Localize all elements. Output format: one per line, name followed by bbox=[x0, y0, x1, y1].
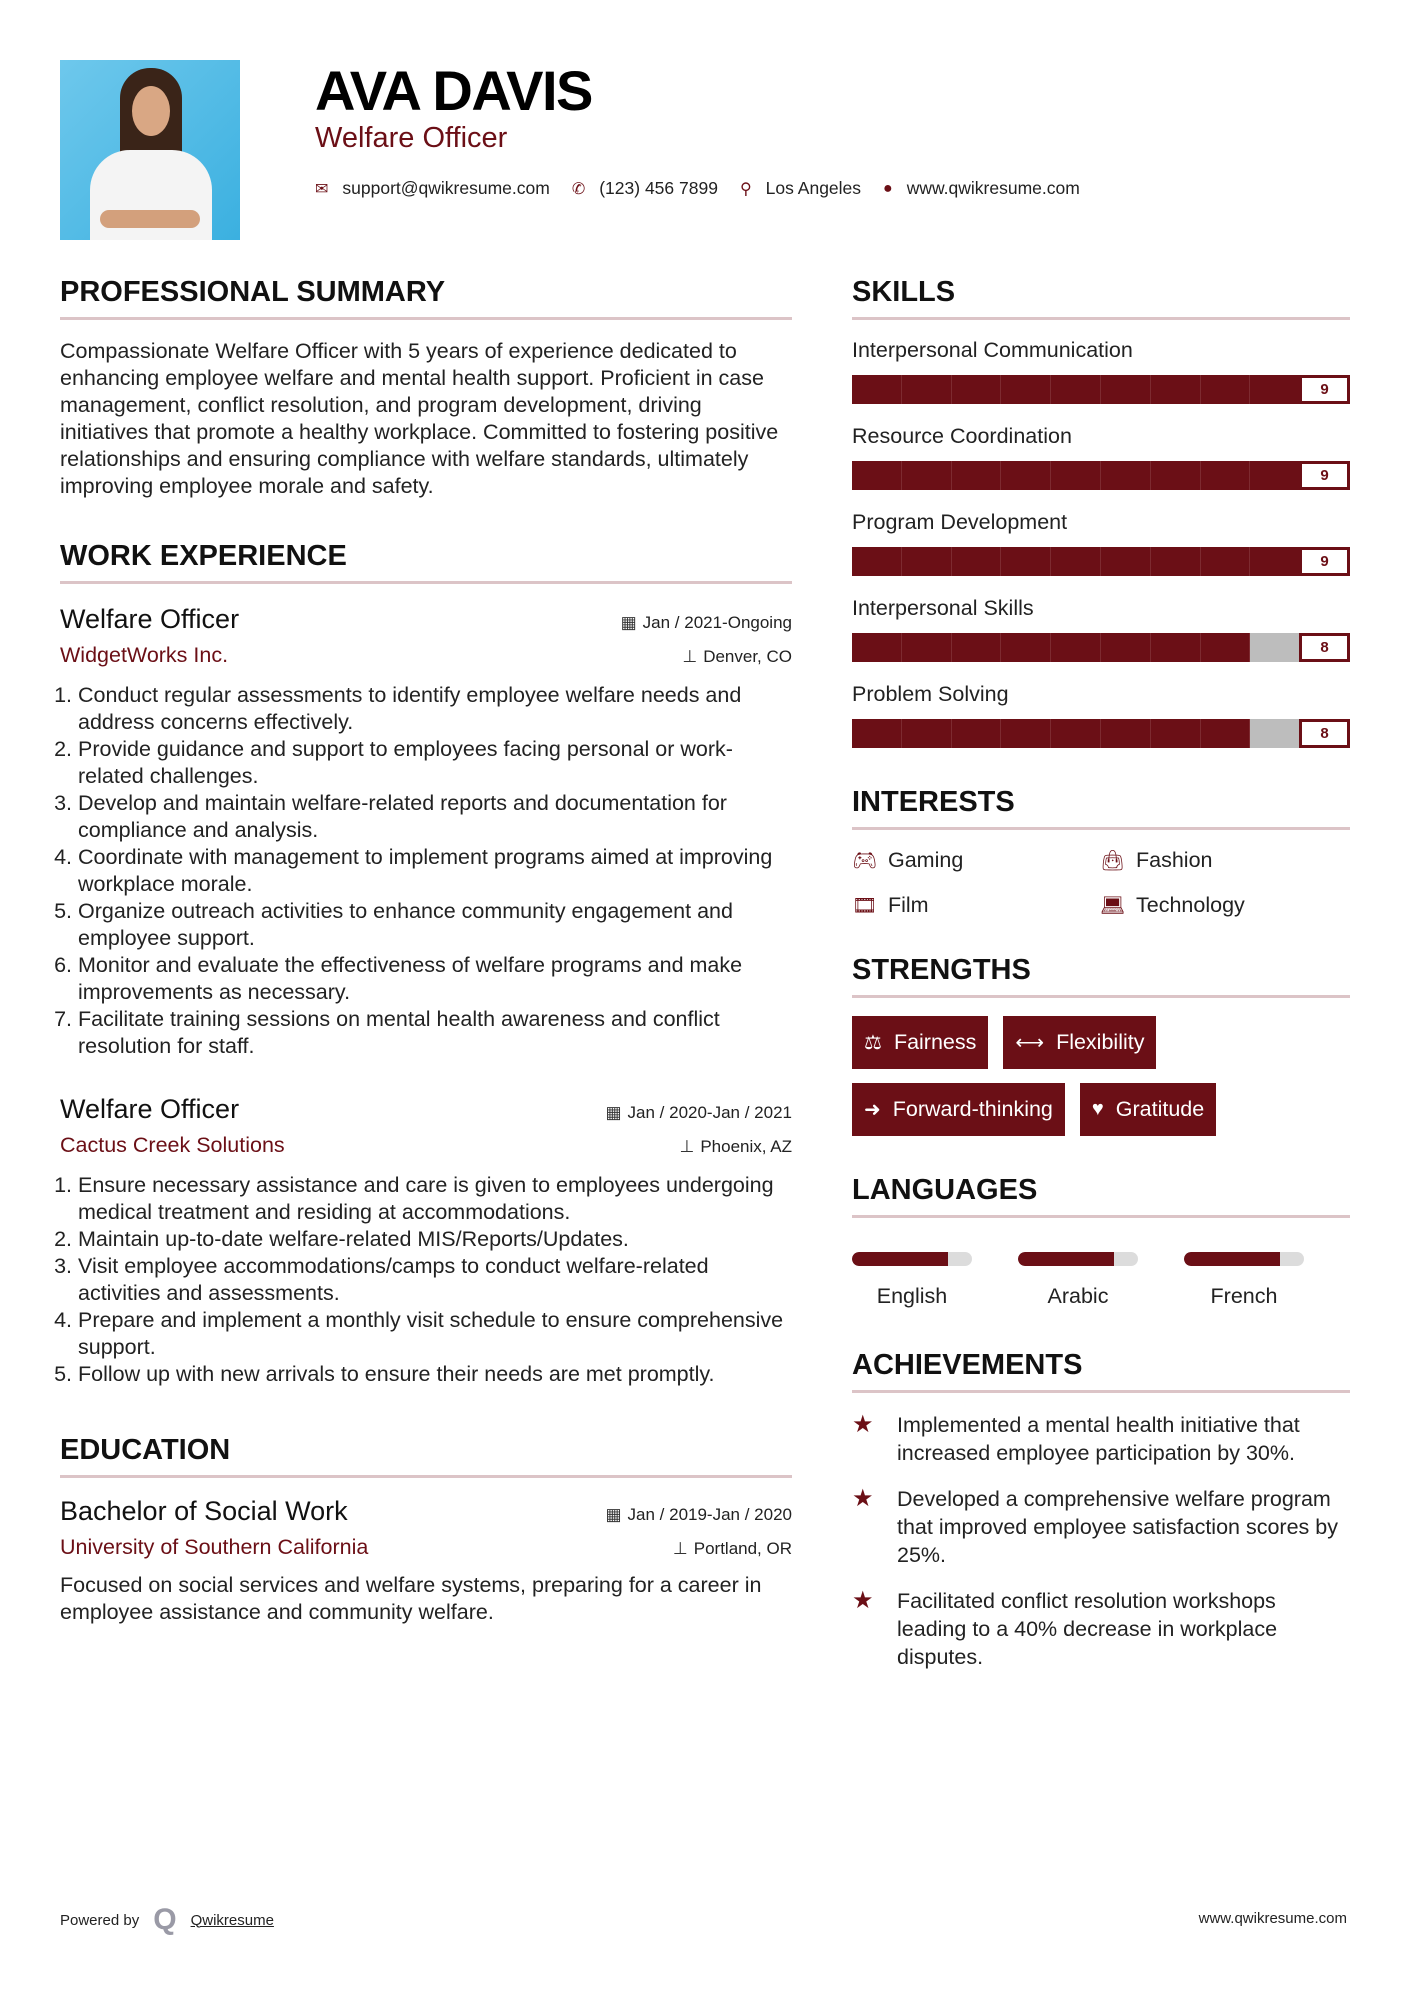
shopping-bag-icon: 👜︎ bbox=[1100, 850, 1126, 872]
achievement-item bbox=[852, 1587, 1350, 1671]
section-heading: LANGUAGES bbox=[852, 1174, 1350, 1218]
skill-segment bbox=[1051, 547, 1101, 576]
job-date: Jan / 2021-Ongoing bbox=[642, 613, 792, 632]
pin-icon: ⊥ bbox=[679, 1137, 695, 1156]
skill-segment bbox=[1151, 633, 1201, 662]
summary-section bbox=[60, 276, 792, 500]
job-location: Denver, CO bbox=[703, 647, 792, 666]
skill-name: Interpersonal Communication bbox=[852, 338, 1133, 362]
balance-scale-icon: ⚖ bbox=[864, 1032, 882, 1054]
degree: Bachelor of Social Work bbox=[60, 1496, 348, 1526]
interest-item bbox=[852, 848, 1100, 873]
skill-bar bbox=[852, 461, 1350, 490]
skill-segment bbox=[902, 633, 952, 662]
envelope-icon: ✉ bbox=[315, 180, 329, 198]
skill-segment bbox=[1250, 375, 1300, 404]
profile-photo bbox=[60, 60, 240, 240]
candidate-name: AVA DAVIS bbox=[315, 59, 592, 122]
language-name: French bbox=[1210, 1284, 1278, 1308]
powered-by: Powered by bbox=[60, 1911, 140, 1929]
language-bar bbox=[1184, 1252, 1304, 1266]
film-icon: 🎞︎ bbox=[852, 895, 878, 917]
language-name: English bbox=[876, 1284, 948, 1308]
skill-segment bbox=[1101, 375, 1151, 404]
language-bar-fill bbox=[1184, 1252, 1280, 1266]
skill-segment bbox=[1051, 461, 1101, 490]
skill-segment bbox=[1250, 547, 1300, 576]
right-column bbox=[852, 276, 1350, 1689]
skill-segment bbox=[1051, 633, 1101, 662]
language-bar-fill bbox=[1018, 1252, 1114, 1266]
skill-segment bbox=[1001, 461, 1051, 490]
brand-link[interactable]: Qwikresume bbox=[190, 1911, 274, 1929]
section-heading: SKILLS bbox=[852, 276, 1350, 320]
education-text: Focused on social services and welfare systems, preparing for a career in employee assistance and community welfare. bbox=[60, 1573, 762, 1624]
footer-left bbox=[60, 1903, 274, 1937]
job-bullet: 3. Develop and maintain welfare-related reports and documentation for compliance and analysis. bbox=[78, 790, 792, 844]
section-heading: STRENGTHS bbox=[852, 954, 1350, 998]
job-bullet: 5. Organize outreach activities to enhance community engagement and employee support. bbox=[78, 898, 792, 952]
skill-name: Program Development bbox=[852, 510, 1068, 534]
language-item bbox=[1184, 1252, 1350, 1309]
skill-segment bbox=[902, 547, 952, 576]
achievement-item bbox=[852, 1485, 1350, 1569]
skill-name: Resource Coordination bbox=[852, 424, 1072, 448]
skill-name: Problem Solving bbox=[852, 682, 1009, 706]
skill-segment bbox=[1201, 547, 1251, 576]
skill-segment bbox=[1101, 633, 1151, 662]
skill-segment bbox=[902, 719, 952, 748]
qwikresume-logo-icon: Q bbox=[153, 1903, 177, 1936]
job-bullet: 1. Ensure necessary assistance and care is given to employees undergoing medical treatment and residing at accommodations. bbox=[78, 1172, 792, 1226]
interest-label: Fashion bbox=[1136, 848, 1213, 872]
achievements-section bbox=[852, 1349, 1350, 1671]
skill-segment bbox=[1001, 633, 1051, 662]
education-date: Jan / 2019-Jan / 2020 bbox=[627, 1505, 792, 1524]
skill-segment bbox=[1250, 719, 1300, 748]
skill-value: 9 bbox=[1299, 375, 1350, 404]
skill-segment bbox=[1101, 719, 1151, 748]
job-date: Jan / 2020-Jan / 2021 bbox=[627, 1103, 792, 1122]
skill-segment bbox=[1151, 461, 1201, 490]
heart-icon: ♥ bbox=[1091, 1098, 1104, 1120]
summary-text: Compassionate Welfare Officer with 5 years of experience dedicated to enhancing employee welfare and mental health support. Proficient in case management, conflict resolution, and program development, driving initiatives that promote a healthy workplace. Committed to fostering positive relationships and ensuring compliance with welfare standards, ultimately improving employee morale and safety. bbox=[60, 339, 779, 498]
skill-segment bbox=[1201, 719, 1251, 748]
skill-segment bbox=[1001, 375, 1051, 404]
pin-icon: ⊥ bbox=[672, 1539, 688, 1558]
website[interactable]: www.qwikresume.com bbox=[906, 178, 1080, 198]
phone: (123) 456 7899 bbox=[599, 178, 718, 198]
skill-segment bbox=[902, 375, 952, 404]
skill-segment bbox=[1151, 375, 1201, 404]
job-bullet: 3. Visit employee accommodations/camps to conduct welfare-related activities and assessments. bbox=[78, 1253, 792, 1307]
education-location: Portland, OR bbox=[693, 1539, 792, 1558]
strength-badge bbox=[1003, 1016, 1156, 1069]
interest-item bbox=[1100, 848, 1350, 873]
job-bullet: 1. Conduct regular assessments to identify employee welfare needs and address concerns effectively. bbox=[78, 682, 792, 736]
calendar-icon: ▦ bbox=[605, 1103, 622, 1122]
job-bullet: 5. Follow up with new arrivals to ensure their needs are met promptly. bbox=[78, 1361, 792, 1388]
skill-segment bbox=[1051, 719, 1101, 748]
skill-value: 8 bbox=[1299, 633, 1350, 662]
education-entry bbox=[60, 1496, 792, 1626]
skill-segment bbox=[1101, 461, 1151, 490]
language-bar bbox=[1018, 1252, 1138, 1266]
gamepad-icon: 🎮︎ bbox=[852, 850, 878, 872]
job-bullet: 2. Maintain up-to-date welfare-related MIS/Reports/Updates. bbox=[78, 1226, 792, 1253]
skill-name: Interpersonal Skills bbox=[852, 596, 1034, 620]
achievement-text: Implemented a mental health initiative that increased employee participation by 30%. bbox=[897, 1413, 1300, 1465]
strength-label: Forward-thinking bbox=[892, 1097, 1053, 1121]
skill-segment bbox=[852, 547, 902, 576]
achievement-text: Developed a comprehensive welfare program that improved employee satisfaction scores by 25%. bbox=[897, 1487, 1338, 1567]
language-bar bbox=[852, 1252, 972, 1266]
location: Los Angeles bbox=[765, 178, 862, 198]
skill-segment bbox=[1201, 461, 1251, 490]
skill-value: 9 bbox=[1299, 547, 1350, 576]
contact-bar bbox=[315, 178, 1102, 199]
laptop-icon: 💻︎ bbox=[1100, 895, 1126, 917]
interest-item bbox=[852, 893, 1100, 918]
school: University of Southern California bbox=[60, 1535, 369, 1559]
skill-segment bbox=[952, 461, 1002, 490]
star-icon: ★ bbox=[852, 1411, 874, 1438]
achievement-text: Facilitated conflict resolution workshops leading to a 40% decrease in workplace disputes. bbox=[897, 1589, 1278, 1669]
strength-label: Fairness bbox=[893, 1030, 977, 1054]
language-name: Arabic bbox=[1047, 1284, 1109, 1308]
skill-value: 8 bbox=[1299, 719, 1350, 748]
pin-icon: ⊥ bbox=[682, 647, 698, 666]
skill-bar bbox=[852, 547, 1350, 576]
job-entry bbox=[60, 1094, 792, 1388]
job-bullet: 6. Monitor and evaluate the effectiveness of welfare programs and make improvements as necessary. bbox=[78, 952, 792, 1006]
company: WidgetWorks Inc. bbox=[60, 643, 229, 667]
strength-label: Gratitude bbox=[1115, 1097, 1205, 1121]
skill-segment bbox=[1001, 547, 1051, 576]
skill-segment bbox=[1250, 633, 1300, 662]
language-bar-fill bbox=[852, 1252, 948, 1266]
section-heading: EDUCATION bbox=[60, 1434, 792, 1478]
globe-icon: ● bbox=[883, 179, 893, 197]
phone-icon: ✆ bbox=[571, 180, 586, 198]
experience-section bbox=[60, 540, 792, 1388]
skill-item bbox=[852, 510, 1350, 576]
skill-segment bbox=[1001, 719, 1051, 748]
star-icon: ★ bbox=[852, 1485, 874, 1512]
section-heading: WORK EXPERIENCE bbox=[60, 540, 792, 584]
company: Cactus Creek Solutions bbox=[60, 1133, 285, 1157]
skill-segment bbox=[952, 547, 1002, 576]
job-bullet: 4. Coordinate with management to implement programs aimed at improving workplace morale. bbox=[78, 844, 792, 898]
job-bullet: 4. Prepare and implement a monthly visit schedule to ensure comprehensive support. bbox=[78, 1307, 792, 1361]
achievement-item bbox=[852, 1411, 1350, 1467]
skill-item bbox=[852, 338, 1350, 404]
interest-item bbox=[1100, 893, 1350, 918]
languages-section bbox=[852, 1174, 1350, 1309]
job-entry bbox=[60, 604, 792, 1060]
skill-segment bbox=[952, 375, 1002, 404]
skill-segment bbox=[1051, 375, 1101, 404]
skill-segment bbox=[952, 719, 1002, 748]
strength-badge bbox=[852, 1016, 988, 1069]
skill-segment bbox=[852, 461, 902, 490]
email[interactable]: support@qwikresume.com bbox=[342, 178, 550, 198]
skill-segment bbox=[1250, 461, 1300, 490]
skill-value: 9 bbox=[1299, 461, 1350, 490]
interest-label: Gaming bbox=[888, 848, 964, 872]
skill-segment bbox=[852, 633, 902, 662]
job-bullet: 7. Facilitate training sessions on mental health awareness and conflict resolution for staff. bbox=[78, 1006, 792, 1060]
skills-section bbox=[852, 276, 1350, 748]
skill-bar bbox=[852, 375, 1350, 404]
interest-label: Film bbox=[888, 893, 929, 917]
job-title: Welfare Officer bbox=[60, 604, 240, 634]
skill-segment bbox=[852, 375, 902, 404]
language-item bbox=[852, 1252, 1018, 1309]
job-bullet: 2. Provide guidance and support to employees facing personal or work-related challenges. bbox=[78, 736, 792, 790]
calendar-icon: ▦ bbox=[605, 1505, 622, 1524]
skill-segment bbox=[952, 633, 1002, 662]
job-title: Welfare Officer bbox=[60, 1094, 240, 1124]
skill-item bbox=[852, 596, 1350, 662]
section-heading: PROFESSIONAL SUMMARY bbox=[60, 276, 792, 320]
interest-label: Technology bbox=[1136, 893, 1245, 917]
interests-section bbox=[852, 786, 1350, 918]
section-heading: INTERESTS bbox=[852, 786, 1350, 830]
skill-segment bbox=[1201, 633, 1251, 662]
skill-item bbox=[852, 682, 1350, 748]
skill-segment bbox=[1151, 547, 1201, 576]
strength-badge bbox=[852, 1083, 1065, 1136]
footer-website[interactable]: www.qwikresume.com bbox=[1198, 1910, 1347, 1927]
skill-segment bbox=[1101, 547, 1151, 576]
job-title: Welfare Officer bbox=[315, 122, 508, 154]
strength-label: Flexibility bbox=[1056, 1030, 1145, 1054]
skill-segment bbox=[1151, 719, 1201, 748]
arrows-h-icon: ⟷ bbox=[1015, 1032, 1045, 1054]
map-marker-icon: ⚲ bbox=[739, 180, 752, 198]
job-location: Phoenix, AZ bbox=[700, 1137, 792, 1156]
skill-item bbox=[852, 424, 1350, 490]
skill-segment bbox=[1201, 375, 1251, 404]
skill-segment bbox=[902, 461, 952, 490]
language-item bbox=[1018, 1252, 1184, 1309]
education-section bbox=[60, 1434, 792, 1626]
left-column bbox=[60, 276, 792, 1626]
calendar-icon: ▦ bbox=[620, 613, 637, 632]
skill-bar bbox=[852, 633, 1350, 662]
skill-segment bbox=[852, 719, 902, 748]
star-icon: ★ bbox=[852, 1587, 874, 1614]
arrow-right-icon: ➜ bbox=[864, 1099, 881, 1121]
skill-bar bbox=[852, 719, 1350, 748]
section-heading: ACHIEVEMENTS bbox=[852, 1349, 1350, 1393]
strengths-section bbox=[852, 954, 1350, 1136]
strength-badge bbox=[1080, 1083, 1216, 1136]
